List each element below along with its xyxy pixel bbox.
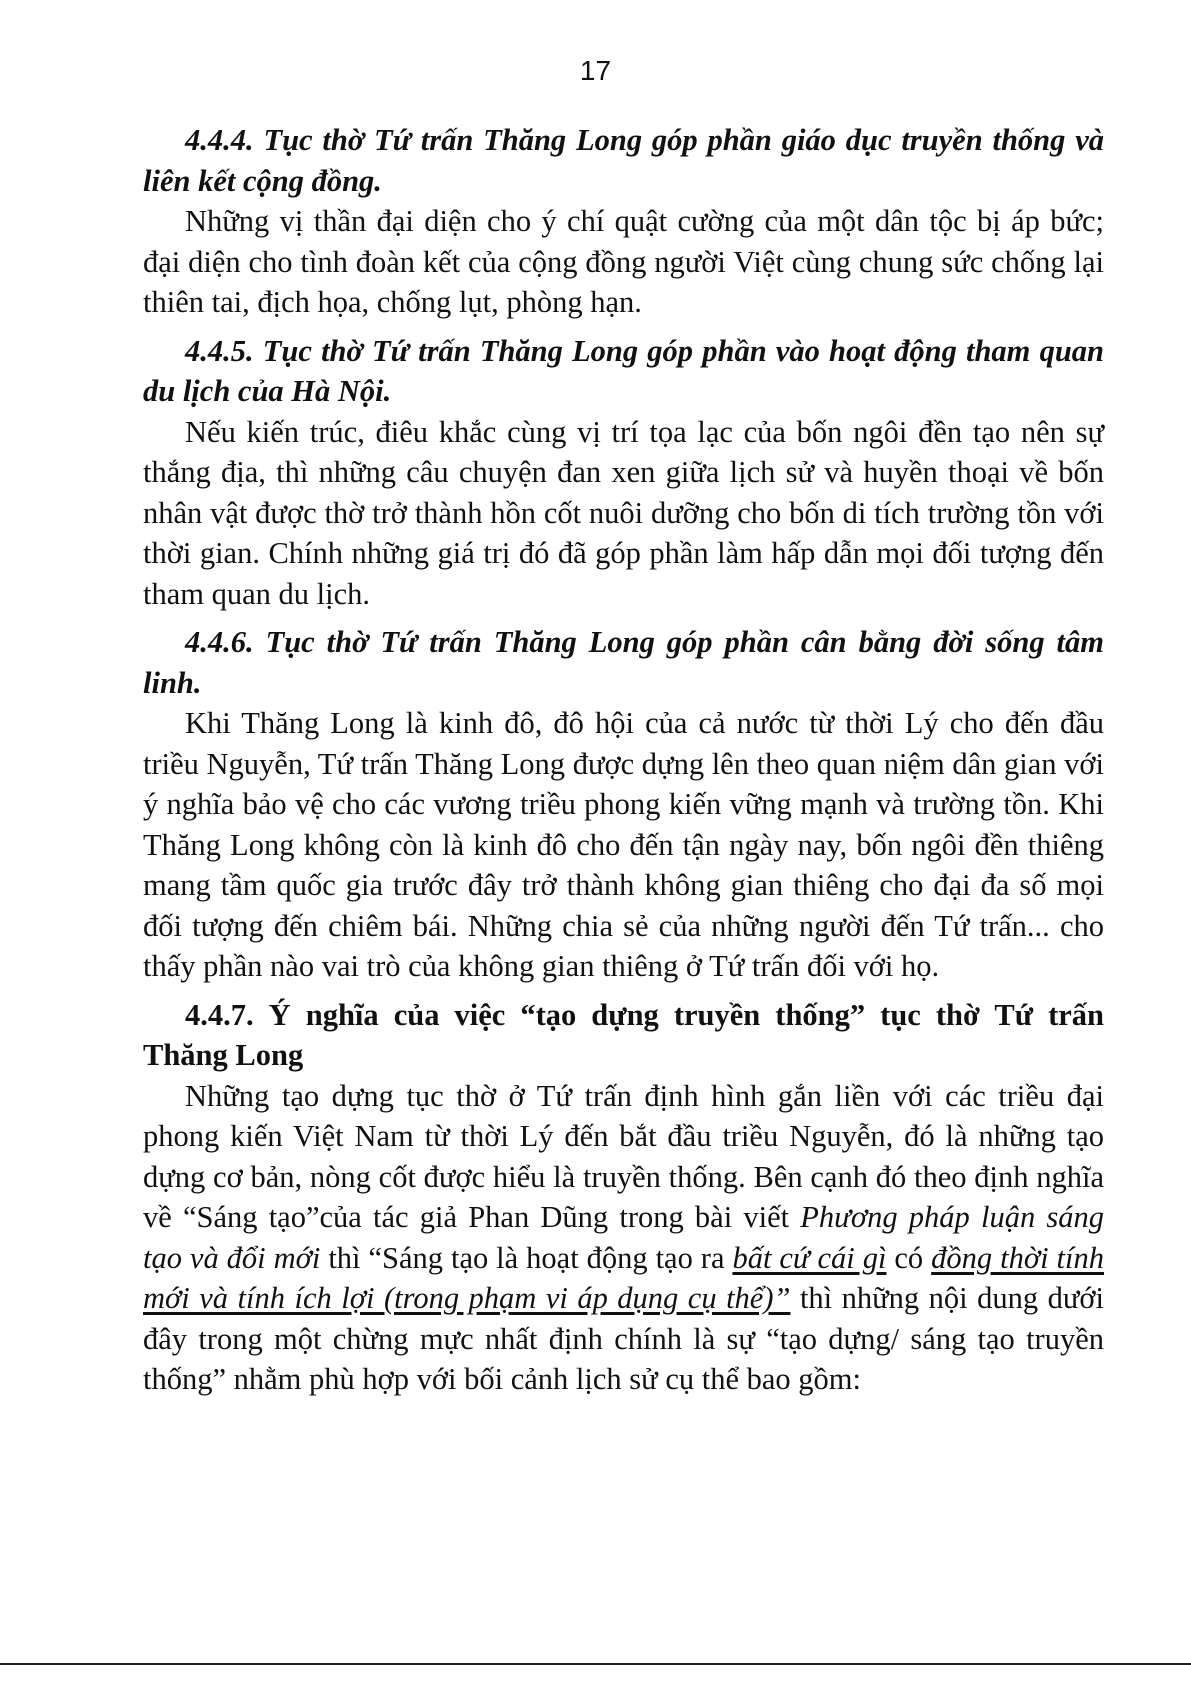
document-body <box>143 120 1104 1400</box>
body-text-part: Những tạo dựng tục thờ ở Tứ trấn định hình gắn liền với các triều đại phong kiến Việt Nam từ thời Lý đến bắt đầu triều Nguyễn, đó là những tạo dựng cơ bản, nòng cốt được hiểu là truyền thống. Bên cạnh đó theo định nghĩa về “Sáng tạo”của tác giả Phan Dũng trong bài viết <box>143 1078 1104 1234</box>
section-heading-4-4-4: 4.4.4. Tục thờ Tứ trấn Thăng Long góp phần giáo dục truyền thống và liên kết cộng đồng. <box>143 123 1104 198</box>
underlined-phrase: đồng thời tính mới và tính ích lợi (trong phạm vi áp dụng cụ thể)” <box>143 1240 1104 1315</box>
body-text-part: thì “Sáng tạo là hoạt động tạo ra <box>320 1240 733 1275</box>
footer-divider <box>0 1663 1191 1665</box>
section-body-4-4-4: Những vị thần đại diện cho ý chí quật cường của một dân tộc bị áp bức; đại diện cho tình đoàn kết của cộng đồng người Việt cùng chung sức chống lại thiên tai, địch họa, chống lụt, phòng hạn. <box>143 204 1104 319</box>
section-heading-4-4-5: 4.4.5. Tục thờ Tứ trấn Thăng Long góp phần vào hoạt động tham quan du lịch của Hà Nội. <box>143 333 1104 408</box>
body-text-part: thì những nội dung dưới đây trong một chừng mực nhất định chính là sự “tạo dựng/ sáng tạo truyền thống” nhằm phù hợp với bối cảnh lịch sử cụ thể bao gồm: <box>143 1281 1105 1396</box>
section-body-4-4-7 <box>143 1076 1104 1400</box>
section-heading-4-4-6: 4.4.6. Tục thờ Tứ trấn Thăng Long góp phần cân bằng đời sống tâm linh. <box>143 625 1104 700</box>
body-text-part: có <box>886 1240 932 1275</box>
section-heading-4-4-7: 4.4.7. Ý nghĩa của việc “tạo dựng truyền thống” tục thờ Tứ trấn Thăng Long <box>143 997 1104 1072</box>
book-title: Phương pháp luận sáng tạo và đổi mới <box>143 1200 1104 1275</box>
section-body-4-4-5: Nếu kiến trúc, điêu khắc cùng vị trí tọa lạc của bốn ngôi đền tạo nên sự thắng địa, thì những câu chuyện đan xen giữa lịch sử và huyền thoại về bốn nhân vật được thờ trở thành hồn cốt nuôi dưỡng cho bốn di tích trường tồn với thời gian. Chính những giá trị đó đã góp phần làm hấp dẫn mọi đối tượng đến tham quan du lịch. <box>143 414 1104 611</box>
page-number: 17 <box>579 55 612 86</box>
section-body-4-4-6: Khi Thăng Long là kinh đô, đô hội của cả nước từ thời Lý cho đến đầu triều Nguyễn, Tứ trấn Thăng Long được dựng lên theo quan niệm dân gian với ý nghĩa bảo vệ cho các vương triều phong kiến vững mạnh và trường tồn. Khi Thăng Long không còn là kinh đô cho đến tận ngày nay, bốn ngôi đền thiêng mang tầm quốc gia trước đây trở thành không gian thiêng cho đại đa số mọi đối tượng đến chiêm bái. Những chia sẻ của những người đến Tứ trấn... cho thấy phần nào vai trò của không gian thiêng ở Tứ trấn đối với họ. <box>143 706 1104 983</box>
underlined-phrase: bất cứ cái gì <box>732 1240 887 1275</box>
